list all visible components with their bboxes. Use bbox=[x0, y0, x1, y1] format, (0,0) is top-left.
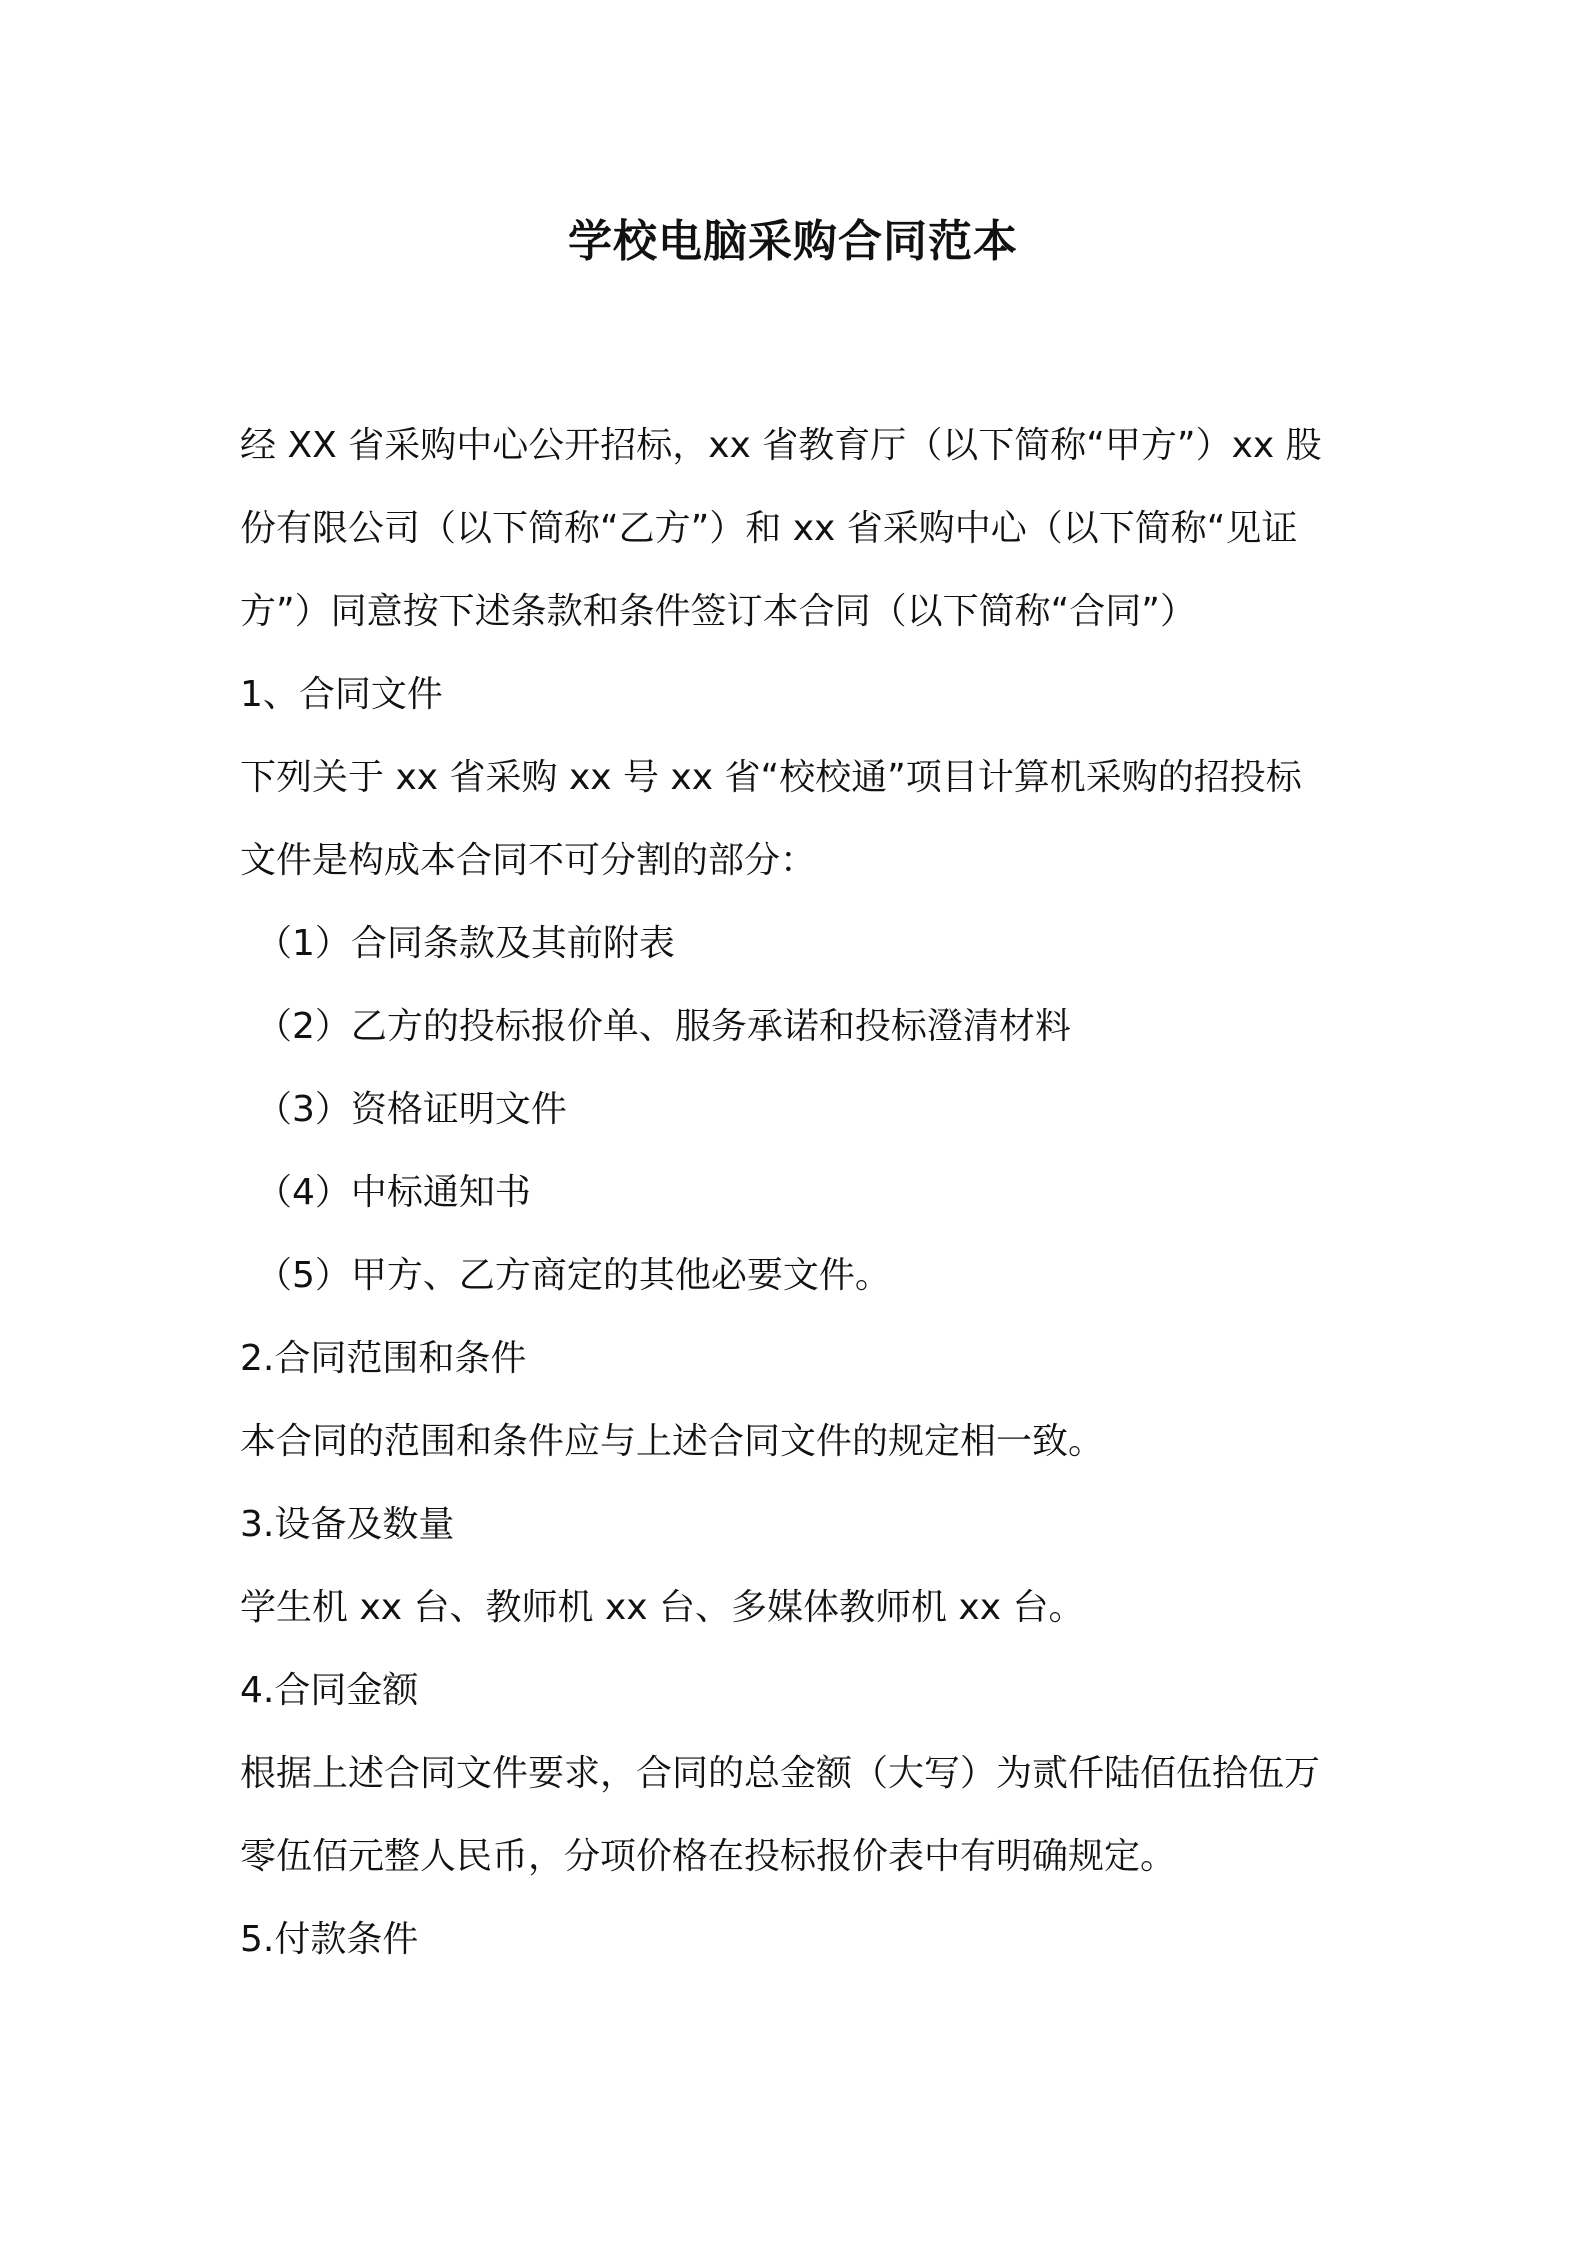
section-4-body-line-2: 零伍佰元整人民币，分项价格在投标报价表中有明确规定。 bbox=[240, 1836, 1177, 1877]
intro-line-1: 经 XX 省采购中心公开招标，xx 省教育厅（以下简称“甲方”）xx 股 bbox=[240, 425, 1322, 466]
list-item-3: （3）资格证明文件 bbox=[256, 1089, 567, 1130]
section-1-body-line-1: 下列关于 xx 省采购 xx 号 xx 省“校校通”项目计算机采购的招投标 bbox=[240, 757, 1302, 798]
section-5-heading: 5.付款条件 bbox=[240, 1919, 419, 1960]
section-3-body: 学生机 xx 台、教师机 xx 台、多媒体教师机 xx 台。 bbox=[240, 1587, 1085, 1628]
list-item-1: （1）合同条款及其前附表 bbox=[256, 923, 675, 964]
section-2-body: 本合同的范围和条件应与上述合同文件的规定相一致。 bbox=[240, 1421, 1105, 1462]
section-3-heading: 3.设备及数量 bbox=[240, 1504, 455, 1545]
section-4-heading: 4.合同金额 bbox=[240, 1670, 419, 1711]
intro-line-3: 方”）同意按下述条款和条件签订本合同（以下简称“合同”） bbox=[240, 591, 1196, 632]
section-1-body-line-2: 文件是构成本合同不可分割的部分： bbox=[240, 840, 817, 881]
list-item-2: （2）乙方的投标报价单、服务承诺和投标澄清材料 bbox=[256, 1006, 1071, 1047]
section-4-body-line-1: 根据上述合同文件要求，合同的总金额（大写）为贰仟陆佰伍拾伍万 bbox=[240, 1753, 1321, 1794]
intro-line-2: 份有限公司（以下简称“乙方”）和 xx 省采购中心（以下简称“见证 bbox=[240, 508, 1298, 549]
document-title: 学校电脑采购合同范本 bbox=[568, 216, 1018, 267]
section-1-heading: 1、合同文件 bbox=[240, 674, 443, 715]
document-body bbox=[240, 404, 1350, 1981]
list-item-5: （5）甲方、乙方商定的其他必要文件。 bbox=[256, 1255, 891, 1296]
list-item-4: （4）中标通知书 bbox=[256, 1172, 531, 1213]
section-2-heading: 2.合同范围和条件 bbox=[240, 1338, 527, 1379]
